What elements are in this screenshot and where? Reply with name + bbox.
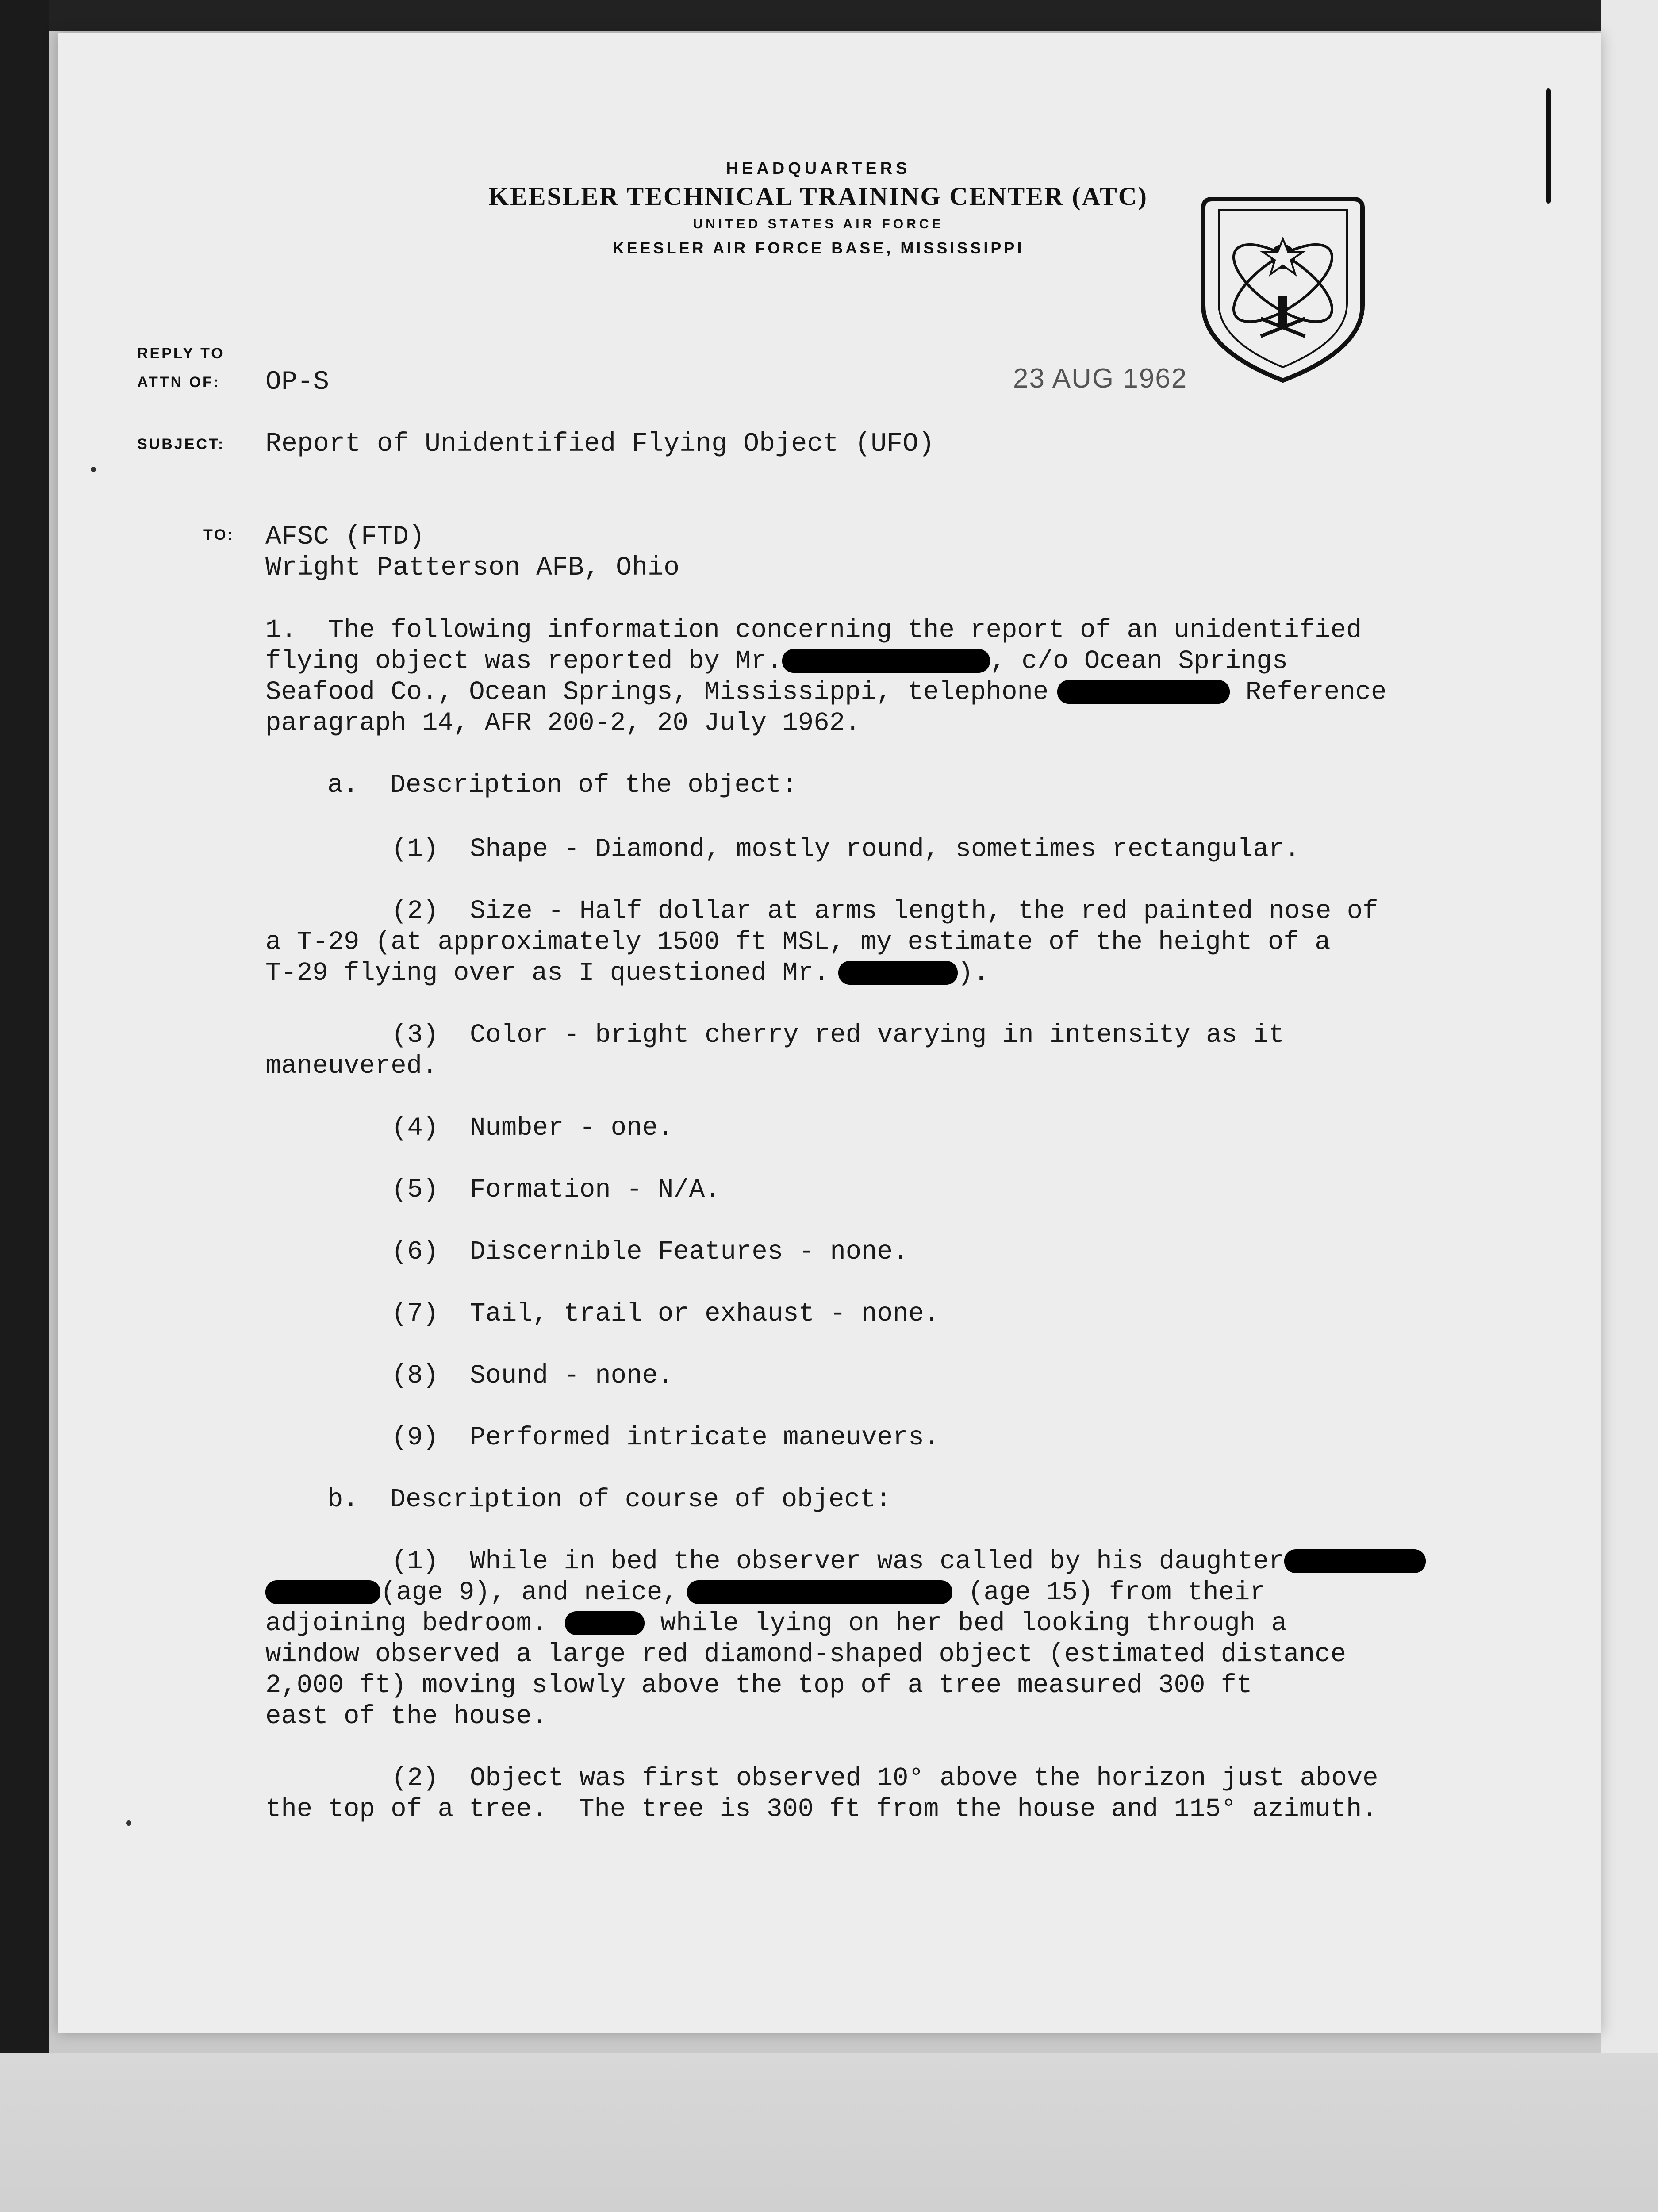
item-b2-line-2: the top of a tree. The tree is 300 ft from the house and 115° azimuth.	[265, 1794, 1378, 1824]
reply-to-label: REPLY TO	[137, 345, 225, 362]
para1-line-4: paragraph 14, AFR 200-2, 20 July 1962.	[265, 708, 861, 738]
subject-value: Report of Unidentified Flying Object (UFO)	[265, 429, 935, 459]
item-b1-line-1	[391, 1546, 1426, 1577]
section-b-title: b. Description of course of object:	[327, 1485, 891, 1514]
item-a5: (5) Formation - N/A.	[391, 1175, 721, 1205]
item-a7: (7) Tail, trail or exhaust - none.	[391, 1299, 940, 1329]
para1-line-3b: Reference	[1230, 677, 1387, 707]
item-a6: (6) Discernible Features - none.	[391, 1237, 909, 1267]
para1-line-1: 1. The following information concerning the report of an unidentified	[265, 615, 1362, 645]
scan-frame-left	[0, 0, 49, 2053]
item-a2-line-2: a T-29 (at approximately 1500 ft MSL, my estimate of the height of a	[265, 927, 1331, 957]
attn-label: ATTN OF:	[137, 374, 221, 391]
redaction	[687, 1580, 952, 1604]
item-b1-line-2a: (age 9), and neice,	[380, 1578, 678, 1607]
redaction	[1284, 1549, 1426, 1573]
item-b1-line-3a: adjoining bedroom.	[265, 1609, 548, 1638]
item-a2-line-3a: T-29 flying over as I questioned Mr.	[265, 958, 829, 988]
item-a2-line-3	[265, 958, 989, 989]
item-a8: (8) Sound - none.	[391, 1361, 674, 1390]
item-b1-line-3b: while lying on her bed looking through a	[645, 1609, 1287, 1638]
letterhead-line-1: HEADQUARTERS	[726, 159, 911, 178]
scan-edge-mark	[1546, 88, 1551, 204]
item-a2-line-1: (2) Size - Half dollar at arms length, the red painted nose of	[391, 896, 1378, 926]
para1-line-2a: flying object was reported by Mr.	[265, 646, 783, 676]
item-b1-line-6: east of the house.	[265, 1701, 548, 1731]
para1-line-3a: Seafood Co., Ocean Springs, Mississippi, telephone	[265, 677, 1049, 707]
para1-line-2b: , c/o Ocean Springs	[990, 646, 1288, 676]
item-b1-line-4: window observed a large red diamond-shaped object (estimated distance	[265, 1640, 1346, 1669]
item-a3-line-1: (3) Color - bright cherry red varying in intensity as it	[391, 1020, 1285, 1050]
item-a1: (1) Shape - Diamond, mostly round, sometimes rectangular.	[391, 834, 1300, 864]
redaction	[565, 1611, 645, 1635]
section-a-title: a. Description of the object:	[327, 770, 798, 800]
item-a2-line-3b: ).	[957, 958, 989, 988]
subject-label: SUBJECT:	[137, 436, 225, 453]
letterhead-line-4: KEESLER AIR FORCE BASE, MISSISSIPPI	[612, 239, 1025, 257]
date-stamp: 23 AUG 1962	[1013, 363, 1188, 394]
redaction	[265, 1580, 380, 1604]
atc-seal-icon	[1194, 190, 1371, 385]
item-a4: (4) Number - one.	[391, 1113, 674, 1143]
item-b1-line-3	[265, 1608, 1287, 1639]
scan-frame-top	[0, 0, 1658, 31]
redaction	[1057, 680, 1230, 704]
item-b1-line-1a: (1) While in bed the observer was called by his daughter	[391, 1547, 1285, 1576]
redaction	[782, 649, 990, 673]
letterhead-line-2: KEESLER TECHNICAL TRAINING CENTER (ATC)	[489, 182, 1148, 211]
para1-line-3	[265, 677, 1386, 708]
item-a3-line-2: maneuvered.	[265, 1051, 438, 1081]
scan-speck	[126, 1820, 131, 1826]
item-a9: (9) Performed intricate maneuvers.	[391, 1423, 940, 1452]
to-label: TO:	[203, 526, 234, 543]
redaction	[838, 961, 958, 985]
attn-value: OP-S	[265, 367, 330, 397]
para1-line-2	[265, 646, 1288, 677]
scan-frame-right	[1601, 0, 1658, 2053]
item-b1-line-5: 2,000 ft) moving slowly above the top of a tree measured 300 ft	[265, 1671, 1252, 1700]
to-line-2: Wright Patterson AFB, Ohio	[265, 553, 680, 583]
scan-speck	[91, 467, 96, 472]
scan-lower-strip	[0, 2053, 1658, 2212]
item-b1-line-2	[265, 1577, 1266, 1608]
item-b1-line-2b: (age 15) from their	[952, 1578, 1266, 1607]
letterhead-line-3: UNITED STATES AIR FORCE	[693, 217, 944, 231]
to-line-1: AFSC (FTD)	[265, 522, 425, 552]
item-b2-line-1: (2) Object was first observed 10° above the horizon just above	[391, 1763, 1378, 1793]
